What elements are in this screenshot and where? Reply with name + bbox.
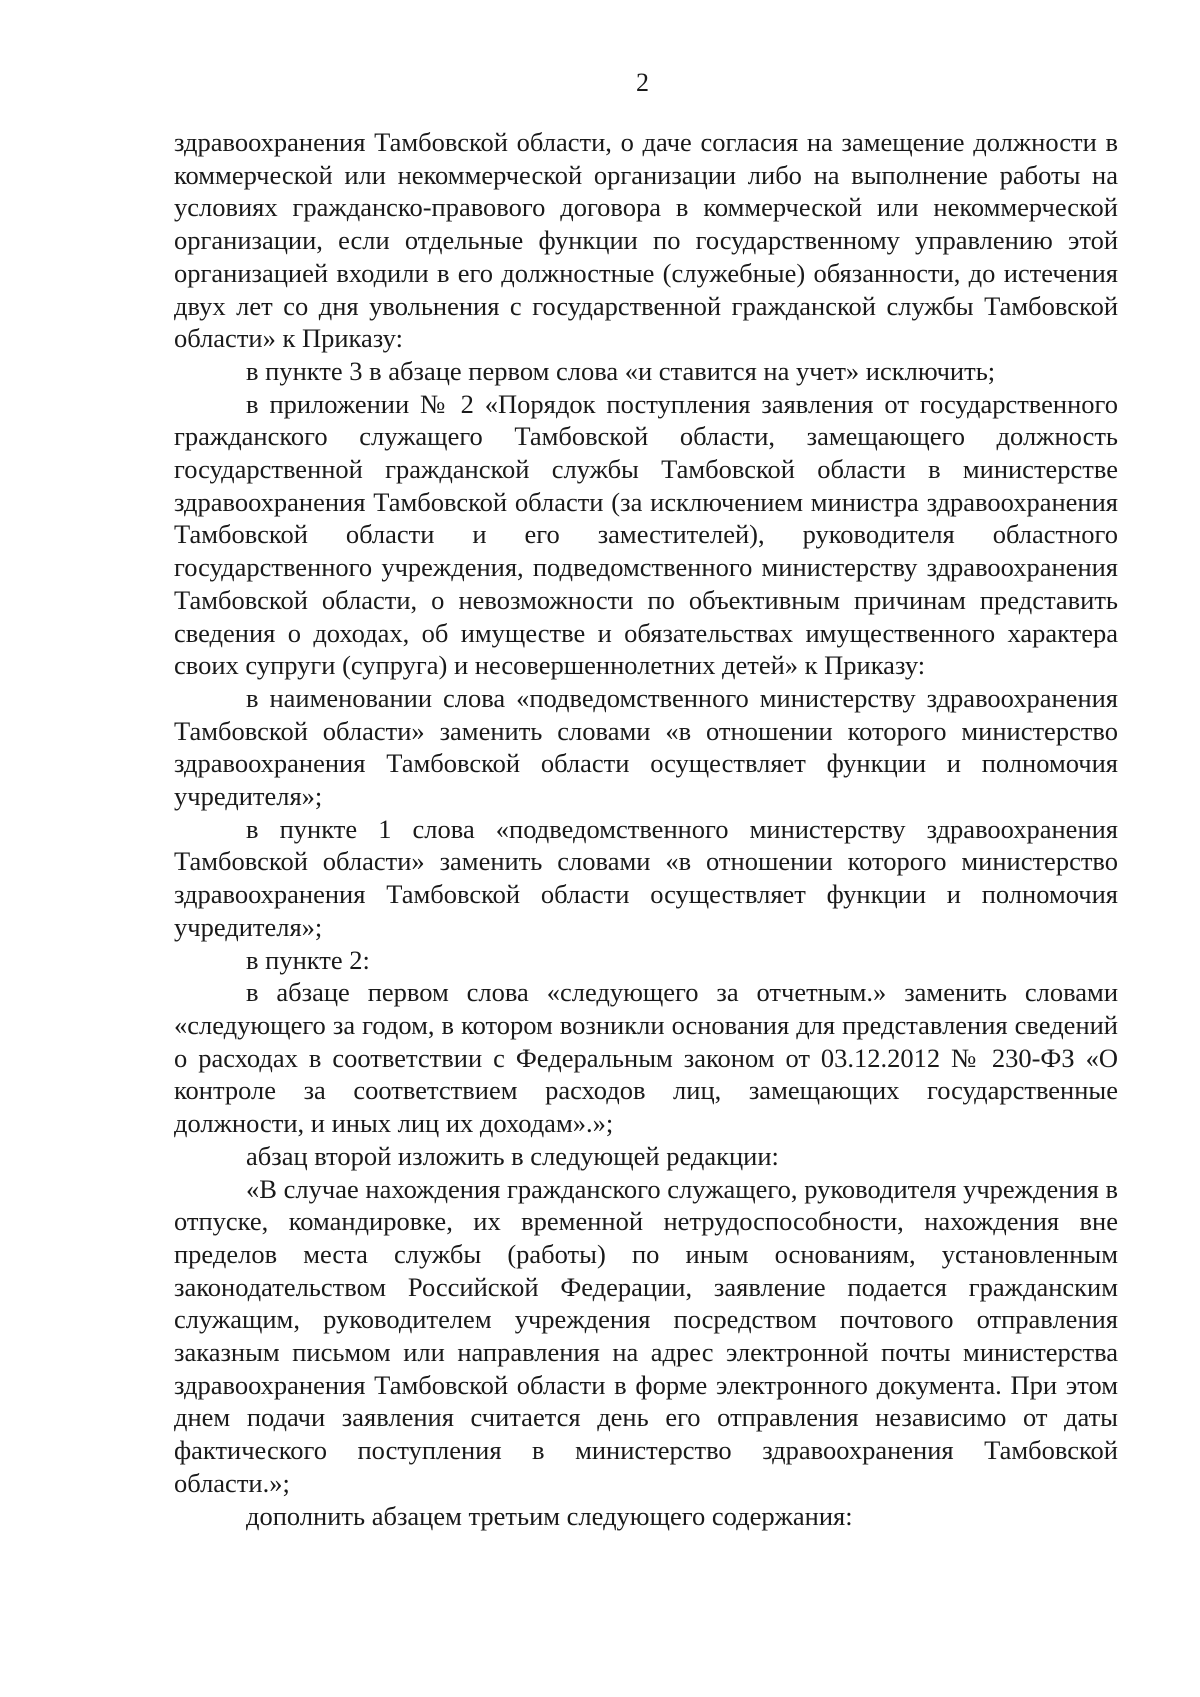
paragraph: абзац второй изложить в следующей редакции:: [246, 1140, 779, 1171]
paragraph: «В случае нахождения гражданского служащего, руководителя учреждения в отпуске, командировке, их временной нетрудоспособности, нахождения вне пределов места службы (работы) по иным основаниям, установленным законодательством Российской Федерации, заявление подается гражданским служащим, руководителем учреждения посредством почтового отправления заказным письмом или направления на адрес электронной почты министерства здравоохранения Тамбовской области в форме электронного документа. При этом днем подачи заявления считается день его отправления независимо от даты фактического поступления в министерство здравоохранения Тамбовской области.»;: [174, 1173, 1118, 1498]
paragraph: в абзаце первом слова «следующего за отчетным.» заменить словами «следующего за годом, в котором возникли основания для представления сведений о расходах в соответствии с Федеральным законом от 03.12.2012 № 230-ФЗ «О контроле за соответствием расходов лиц, замещающих государственные должности, и иных лиц их доходам».»;: [174, 977, 1118, 1139]
page-number: 2: [636, 68, 649, 97]
paragraph: в пункте 1 слова «подведомственного министерству здравоохранения Тамбовской области» заменить словами «в отношении которого министерство здравоохранения Тамбовской области осуществляет функции и полномочия учредителя»;: [174, 813, 1118, 942]
paragraph-continuation: здравоохранения Тамбовской области, о даче согласия на замещение должности в коммерческой или некоммерческой организации либо на выполнение работы на условиях гражданско-правового договора в коммерческой или некоммерческой организации, если отдельные функции по государственному управлению этой организацией входили в его должностные (служебные) обязанности, до истечения двух лет со дня увольнения с государственной гражданской службы Тамбовской области» к Приказу:: [174, 127, 1118, 354]
paragraph: в наименовании слова «подведомственного министерству здравоохранения Тамбовской области» заменить словами «в отношении которого министерство здравоохранения Тамбовской области осуществляет функции и полномочия учредителя»;: [174, 682, 1118, 812]
paragraph: в пункте 2:: [246, 944, 370, 975]
paragraph: в пункте 3 в абзаце первом слова «и ставится на учет» исключить;: [246, 355, 996, 386]
paragraph: в приложении № 2 «Порядок поступления заявления от государственного гражданского служащего Тамбовской области, замещающего должность государственной гражданской службы Тамбовской области в министерстве здравоохранения Тамбовской области (за исключением министра здравоохранения Тамбовской области и его заместителей), руководителя областного государственного учреждения, подведомственного министерству здравоохранения Тамбовской области, о невозможности по объективным причинам представить сведения о доходах, об имуществе и обязательствах имущественного характера своих супруги (супруга) и несовершеннолетних детей» к Приказу:: [174, 388, 1118, 681]
document-body: [174, 126, 1118, 1532]
paragraph: дополнить абзацем третьим следующего содержания:: [246, 1500, 853, 1531]
